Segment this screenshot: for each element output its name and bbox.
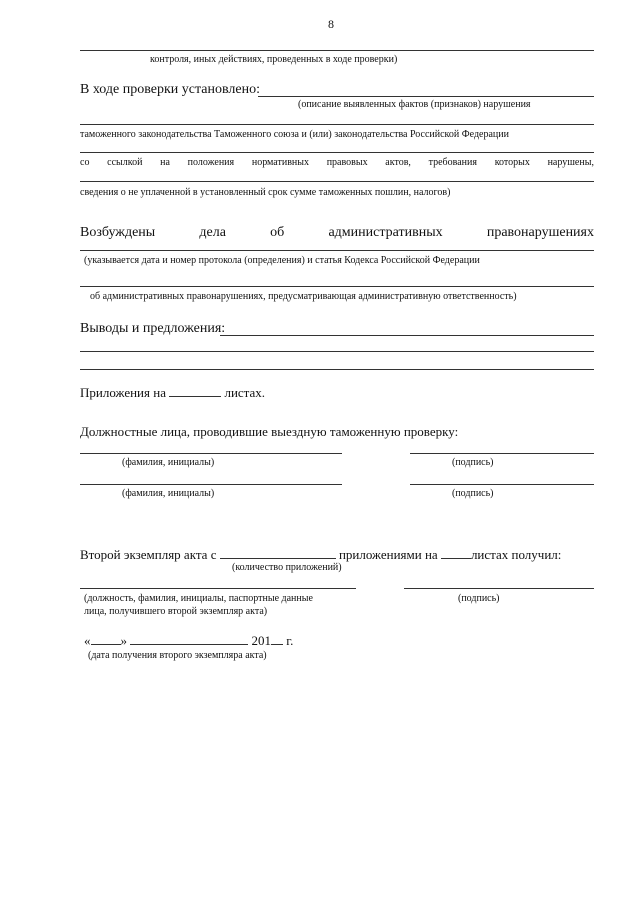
attachments-count-field[interactable] (169, 385, 221, 397)
year-digit-field[interactable] (271, 633, 283, 645)
recipient-signature-line[interactable] (404, 588, 594, 589)
cases-line-2 (80, 286, 594, 287)
word: требования (428, 157, 477, 168)
second-copy-prefix: Второй экземпляр акта с (80, 547, 217, 562)
word: нарушены, (547, 157, 594, 168)
recipient-caption-2: лица, получившего второй экземпляр акта) (84, 606, 268, 617)
conclusions-line-2 (80, 351, 594, 352)
official-1-name-line[interactable] (80, 453, 342, 454)
year-suffix: г. (286, 633, 294, 648)
conclusions-line-3 (80, 369, 594, 370)
findings-label: В ходе проверки установлено: (80, 82, 260, 97)
official-1-signature-line[interactable] (410, 453, 594, 454)
word: которых (494, 157, 530, 168)
second-copy-middle: приложениями на (338, 547, 438, 562)
cases-label (80, 226, 594, 240)
attachments-prefix: Приложения на (80, 385, 166, 400)
officials-label: Должностные лица, проводившие выездную таможенную проверку: (80, 424, 459, 439)
recipient-caption-1: (должность, фамилия, инициалы, паспортные данные (84, 593, 313, 604)
word: административных (328, 225, 443, 240)
word: Возбуждены (80, 225, 156, 240)
count-caption: (количество приложений) (232, 562, 342, 573)
word: дела (199, 225, 226, 240)
date-open-quote: « (84, 633, 91, 648)
findings-line-3 (80, 152, 594, 153)
word: на (160, 157, 170, 168)
word: об (270, 225, 285, 240)
findings-caption: (описание выявленных фактов (признаков) нарушения (298, 99, 531, 110)
second-copy-line (80, 547, 561, 561)
header-caption: контроля, иных действиях, проведенных в ходе проверки) (150, 54, 398, 65)
official-2-signature-line[interactable] (410, 484, 594, 485)
sheets-count-field[interactable] (441, 547, 471, 559)
attachments-quantity-field[interactable] (220, 547, 336, 559)
date-caption: (дата получения второго экземпляра акта) (88, 650, 267, 661)
conclusions-label: Выводы и предложения: (80, 321, 226, 336)
word: правовых (326, 157, 368, 168)
attachments-line (80, 385, 265, 399)
word: актов, (385, 157, 411, 168)
official-1-signature-caption: (подпись) (452, 457, 494, 468)
recipient-signature-caption: (подпись) (458, 593, 500, 604)
cases-line-1 (80, 250, 594, 251)
cases-caption-2: об административных правонарушениях, предусматривающая административную ответственность) (90, 291, 517, 302)
official-2-name-caption: (фамилия, инициалы) (122, 488, 215, 499)
header-rule (80, 50, 594, 51)
date-close-quote: » (120, 633, 127, 648)
page-number: 8 (328, 17, 334, 31)
findings-line-1 (258, 96, 594, 97)
second-copy-suffix: листах получил: (470, 547, 562, 562)
findings-text-line-2 (80, 158, 594, 168)
official-2-signature-caption: (подпись) (452, 488, 494, 499)
word: со (80, 157, 90, 168)
date-line (84, 633, 293, 647)
findings-line-4 (80, 181, 594, 182)
word: ссылкой (107, 157, 143, 168)
recipient-line[interactable] (80, 588, 356, 589)
attachments-suffix: листах. (224, 385, 266, 400)
day-field[interactable] (91, 633, 121, 645)
word: нормативных (251, 157, 309, 168)
official-2-name-line[interactable] (80, 484, 342, 485)
findings-text-line-3: сведения о не уплаченной в установленный срок сумме таможенных пошлин, налогов) (80, 187, 451, 198)
findings-text-line-1: таможенного законодательства Таможенного союза и (или) законодательства Российской Федерации (80, 129, 509, 140)
cases-caption-1: (указывается дата и номер протокола (определения) и статья Кодекса Российской Федерации (84, 255, 480, 266)
findings-line-2 (80, 124, 594, 125)
word: положения (187, 157, 235, 168)
month-field[interactable] (130, 633, 248, 645)
official-1-name-caption: (фамилия, инициалы) (122, 457, 215, 468)
word: правонарушениях (486, 225, 594, 240)
conclusions-line-1 (220, 335, 594, 336)
year-prefix: 201 (251, 633, 271, 648)
